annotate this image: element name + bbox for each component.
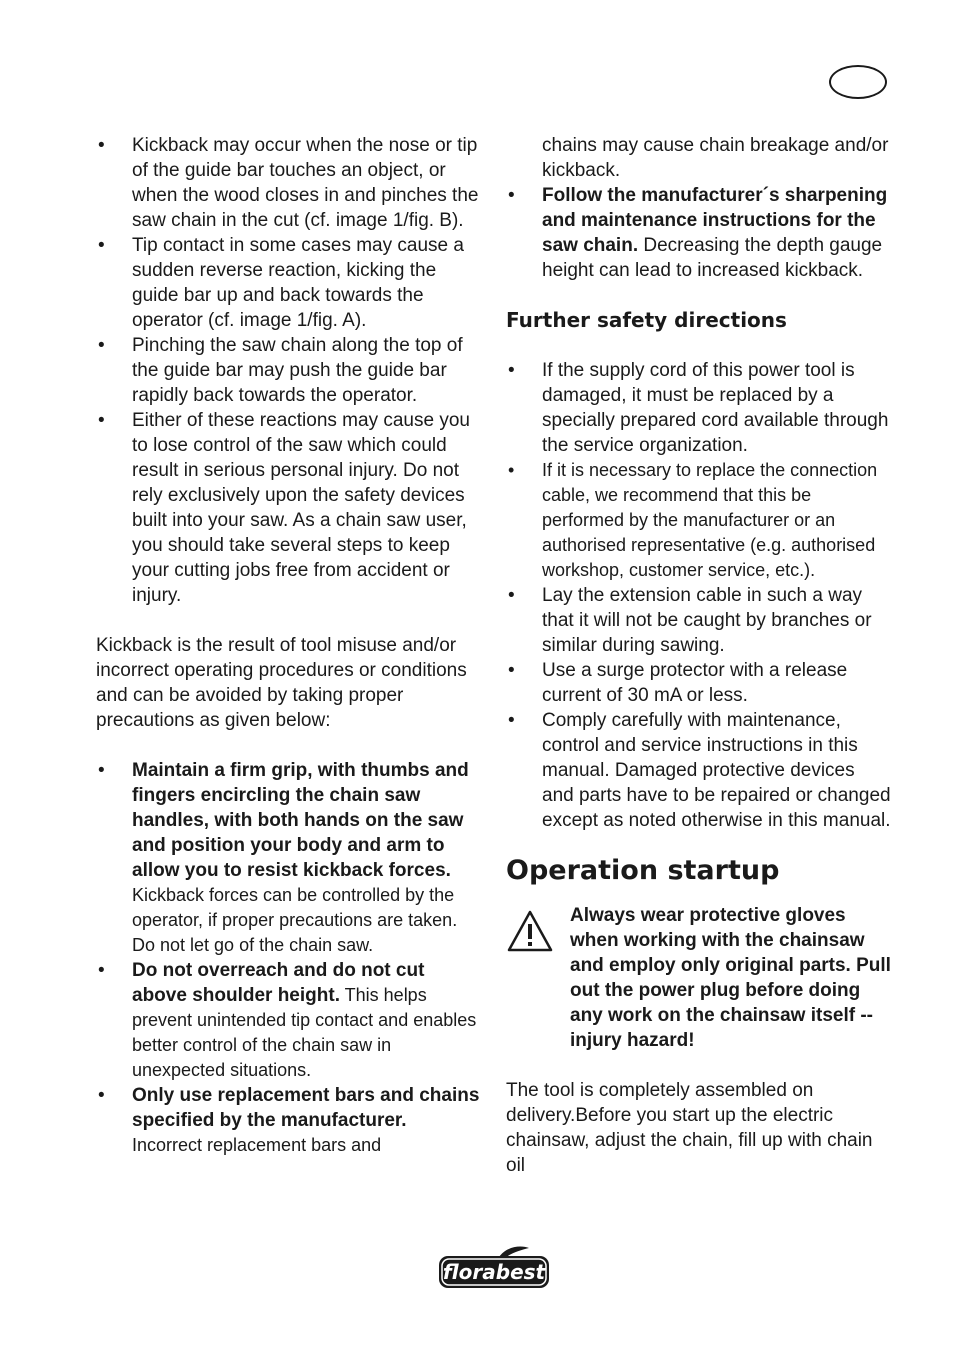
list-item-bold: Maintain a firm grip, with thumbs and fingers encircling the chain saw handles, with both hands on the saw and position your body and arm to allow you to resist kickback forces. xyxy=(132,760,469,881)
kickback-causes-list xyxy=(96,133,481,608)
list-item: • Use a surge protector with a release current of 30 mA or less. xyxy=(506,658,891,708)
further-safety-list xyxy=(506,358,891,833)
list-item-text: This helps prevent unintended tip contact and enables better control of the chain saw in unexpected situations. xyxy=(132,985,477,1080)
right-column xyxy=(506,133,891,1178)
warning-text: Always wear protective gloves when working with the chainsaw and employ only original parts. Pull out the power plug before doing any work on the chainsaw itself -- injury hazard! xyxy=(570,905,891,1051)
logo-text: florabest xyxy=(442,1260,546,1284)
operation-startup-heading: Operation startup xyxy=(506,855,780,886)
list-item-text: Incorrect replacement bars and xyxy=(132,1135,382,1155)
list-item: • If the supply cord of this power tool is damaged, it must be replaced by a specially prepared cord available through the service organization. xyxy=(506,358,891,458)
list-item xyxy=(96,958,481,1083)
list-item: • Lay the extension cable in such a way that it will not be caught by branches or similar during sawing. xyxy=(506,583,891,658)
list-item xyxy=(96,758,481,958)
list-item-bold: Follow the manufacturer´s sharpening and maintenance instructions for the saw chain. xyxy=(542,185,888,256)
language-badge xyxy=(829,65,887,99)
warning-block xyxy=(506,903,891,1053)
list-item: • Tip contact in some cases may cause a sudden reverse reaction, kicking the guide bar up and back towards the operator (cf. image 1/fig. A). xyxy=(96,233,481,333)
list-item-bold: Only use replacement bars and chains specified by the manufacturer. xyxy=(132,1085,480,1131)
list-item xyxy=(506,183,891,283)
list-item-continuation: chains may cause chain breakage and/or kickback. xyxy=(542,135,889,181)
list-item xyxy=(96,1083,481,1158)
list-item: • If it is necessary to replace the connection cable, we recommend that this be performed by the manufacturer or an authorised representative (e.g. authorised workshop, customer service, etc.). xyxy=(506,458,891,583)
kickback-paragraph: Kickback is the result of tool misuse and/or incorrect operating procedures or conditions and can be avoided by taking proper precautions as given below: xyxy=(96,635,467,731)
list-item-text: Kickback forces can be controlled by the operator, if proper precautions are taken. Do not let go of the chain saw. xyxy=(132,885,458,955)
list-item: • Comply carefully with maintenance, control and service instructions in this manual. Damaged protective devices and parts have to be repaired or changed except as noted otherwise in this manual. xyxy=(506,708,891,833)
kickback-precautions-list xyxy=(96,758,481,1158)
list-item-bold: Do not overreach and do not cut above shoulder height. xyxy=(132,960,425,1006)
startup-paragraph: The tool is completely assembled on delivery.Before you start up the electric chainsaw, adjust the chain, fill up with chain oil xyxy=(506,1080,873,1176)
list-item: • Kickback may occur when the nose or tip of the guide bar touches an object, or when the wood closes in and pinches the saw chain in the cut (cf. image 1/fig. B). xyxy=(96,133,481,233)
florabest-logo xyxy=(437,1244,551,1290)
list-item-text: Decreasing the depth gauge height can lead to increased kickback. xyxy=(542,235,883,281)
warning-triangle-icon xyxy=(506,909,554,953)
list-item: • Pinching the saw chain along the top of the guide bar may push the guide bar rapidly back towards the operator. xyxy=(96,333,481,408)
list-item: • Either of these reactions may cause you to lose control of the saw which could result in serious personal injury. Do not rely exclusively upon the safety devices built into your saw. As a chain saw user, you should take several steps to keep your cutting jobs free from accident or injury. xyxy=(96,408,481,608)
left-column xyxy=(96,133,481,1158)
further-safety-heading: Further safety directions xyxy=(506,308,787,332)
continued-list xyxy=(506,133,891,283)
